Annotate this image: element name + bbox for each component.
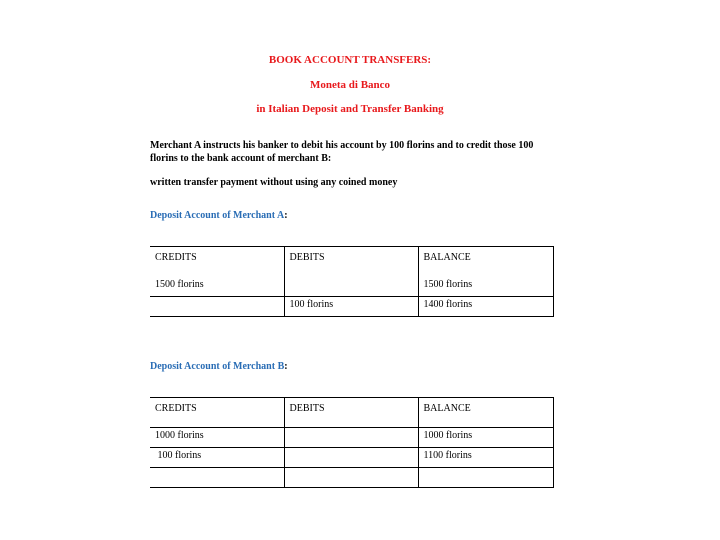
balance-cell: 1000 florins (418, 428, 553, 448)
debit-cell (284, 448, 418, 468)
account-b-table (150, 397, 554, 488)
debit-cell (284, 468, 418, 488)
credit-cell: 1500 florins (155, 278, 204, 290)
column-header-credits: CREDITS (150, 247, 284, 277)
column-header-debits: DEBITS (284, 398, 418, 428)
table-row (150, 297, 553, 317)
table-header-row (150, 247, 553, 277)
credit-cell: 100 florins (150, 448, 284, 468)
table-header-row (150, 398, 553, 428)
column-header-credits: CREDITS (150, 398, 284, 428)
page-subtitle-2: in Italian Deposit and Transfer Banking (256, 103, 444, 115)
column-header-balance: BALANCE (418, 398, 553, 428)
credit-cell: 1000 florins (150, 428, 284, 448)
account-a-table (150, 246, 554, 317)
instruction-text: Merchant A instructs his banker to debit his account by 100 florins and to credit those 100 florins to the bank account of merchant B: (150, 140, 534, 164)
debit-cell (284, 277, 418, 297)
transfer-note: written transfer payment without using any coined money (150, 177, 398, 188)
column-header-debits: DEBITS (284, 247, 418, 277)
table-row (150, 448, 553, 468)
account-b-heading: Deposit Account of Merchant B: (150, 361, 288, 372)
balance-cell: 1400 florins (418, 297, 553, 317)
account-a-heading: Deposit Account of Merchant A: (150, 210, 288, 221)
page-subtitle: Moneta di Banco (309, 79, 391, 91)
table-row (150, 428, 553, 448)
balance-cell: 1500 florins (418, 277, 553, 297)
table-row (150, 468, 553, 488)
column-header-balance: BALANCE (418, 247, 553, 277)
debit-cell: 100 florins (284, 297, 418, 317)
balance-cell: 1100 florins (418, 448, 553, 468)
credit-cell (150, 297, 284, 317)
balance-cell (418, 468, 553, 488)
table-row (150, 277, 553, 297)
debit-cell (284, 428, 418, 448)
page-title: BOOK ACCOUNT TRANSFERS: (268, 54, 432, 66)
credit-cell (150, 468, 284, 488)
